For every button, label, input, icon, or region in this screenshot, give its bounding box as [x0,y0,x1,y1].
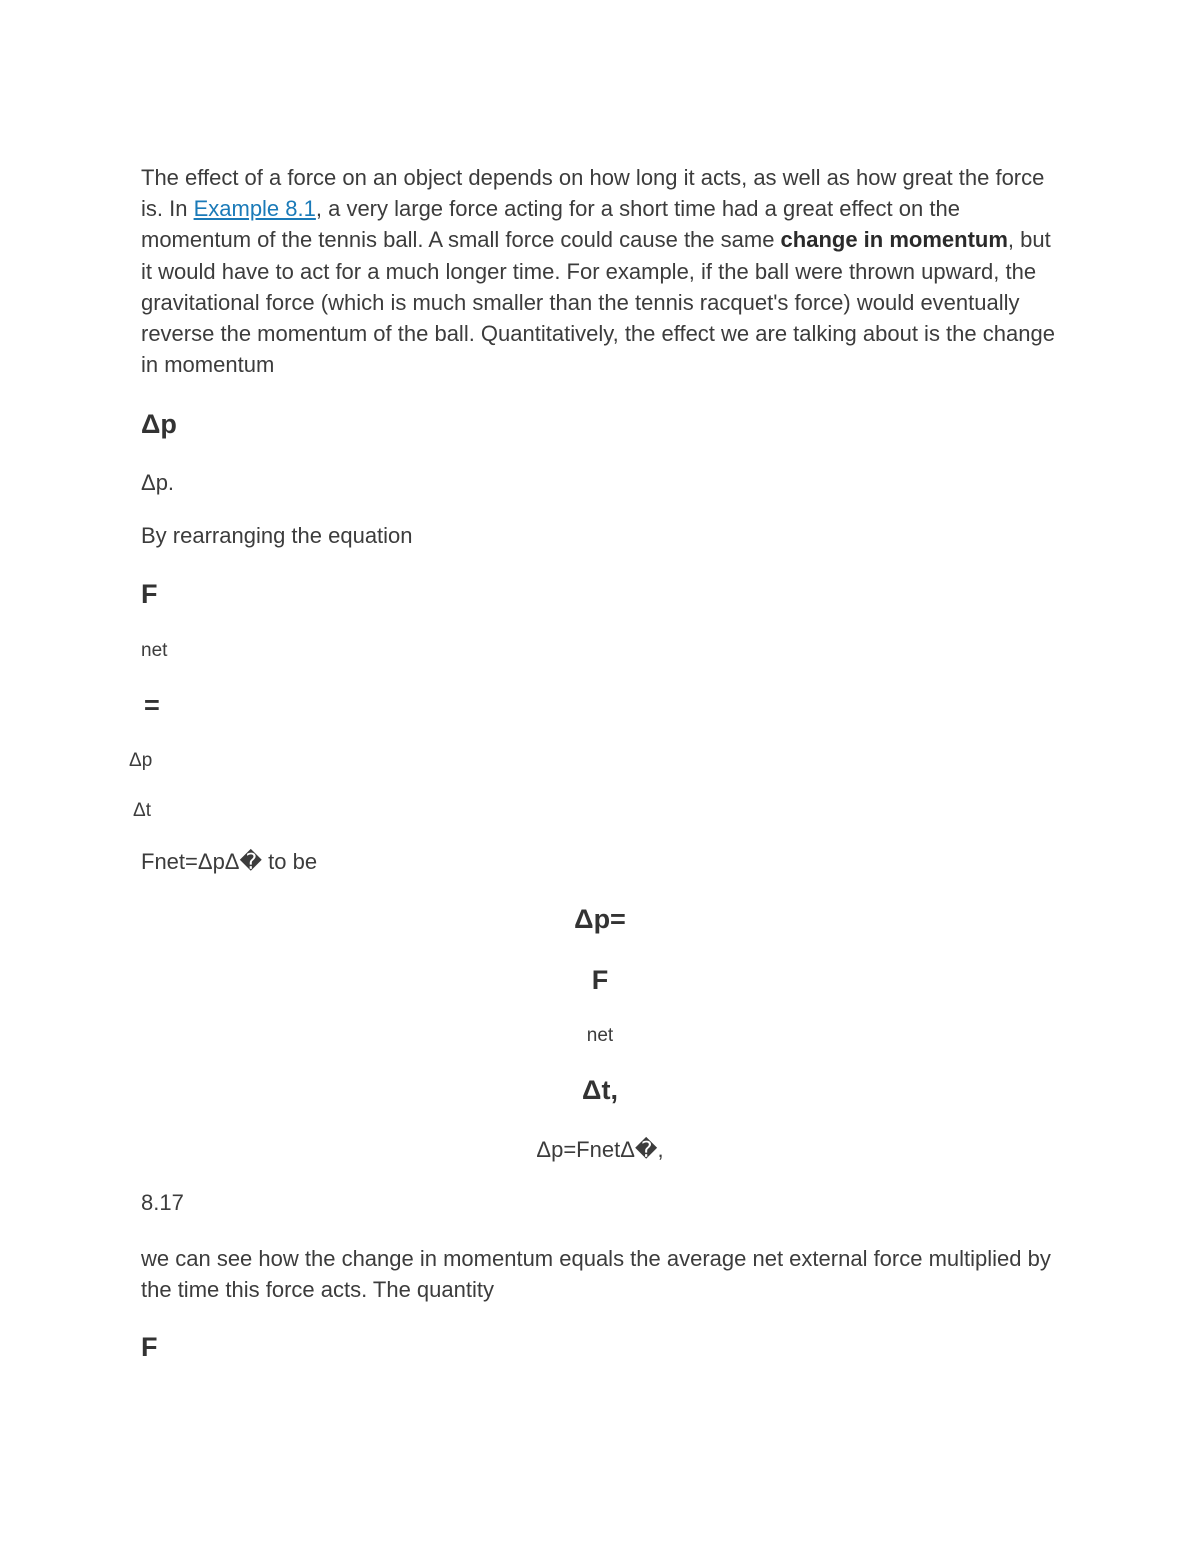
intro-paragraph [141,162,1061,380]
rearranging-text: By rearranging the equation [141,523,413,548]
eq1-numerator-dp: Δp [129,750,153,771]
eq1-inline-text: Fnet=ΔpΔ� to be [141,849,318,874]
equation-number: 8.17 [141,1190,184,1215]
eq1-equals-sign: = [144,690,160,720]
eq1-net-subscript: net [141,640,168,661]
eq2-inline-text: Δp=FnetΔ�, [536,1137,664,1162]
explanation-paragraph: we can see how the change in momentum equals the average net external force multiplied by the time this force acts. The quantity [141,1246,1051,1303]
eq2-dp-equals: Δp= [574,904,626,934]
eq2-net-subscript: net [586,1025,614,1046]
final-force-symbol: F [141,1332,158,1362]
eq2-delta-t: Δt, [582,1075,618,1105]
example-8-1-link[interactable]: Example 8.1 [193,196,316,222]
change-in-momentum-term: change in momentum [780,227,1008,253]
intro-text-1: The effect of a force on an object depends on how long it acts, as well as how great the force is. In [141,165,1045,222]
eq1-denominator-dt: Δt [133,800,151,821]
intro-text-2: , a very large force acting for a short time had a great effect on the momentum of the tennis ball. A small force could cause the same [141,196,960,253]
delta-p-heading: Δp [141,409,177,439]
intro-text-3: , but it would have to act for a much longer time. For example, if the ball were thrown upward, the gravitational force (which is much smaller than the tennis racquet's force) would eventually reverse the momentum of the ball. Quantitatively, the effect we are talking about is the change in momentum [141,227,1055,378]
eq1-force-symbol: F [141,579,158,609]
delta-p-text: Δp. [141,470,175,495]
eq2-force-symbol: F [591,965,609,995]
